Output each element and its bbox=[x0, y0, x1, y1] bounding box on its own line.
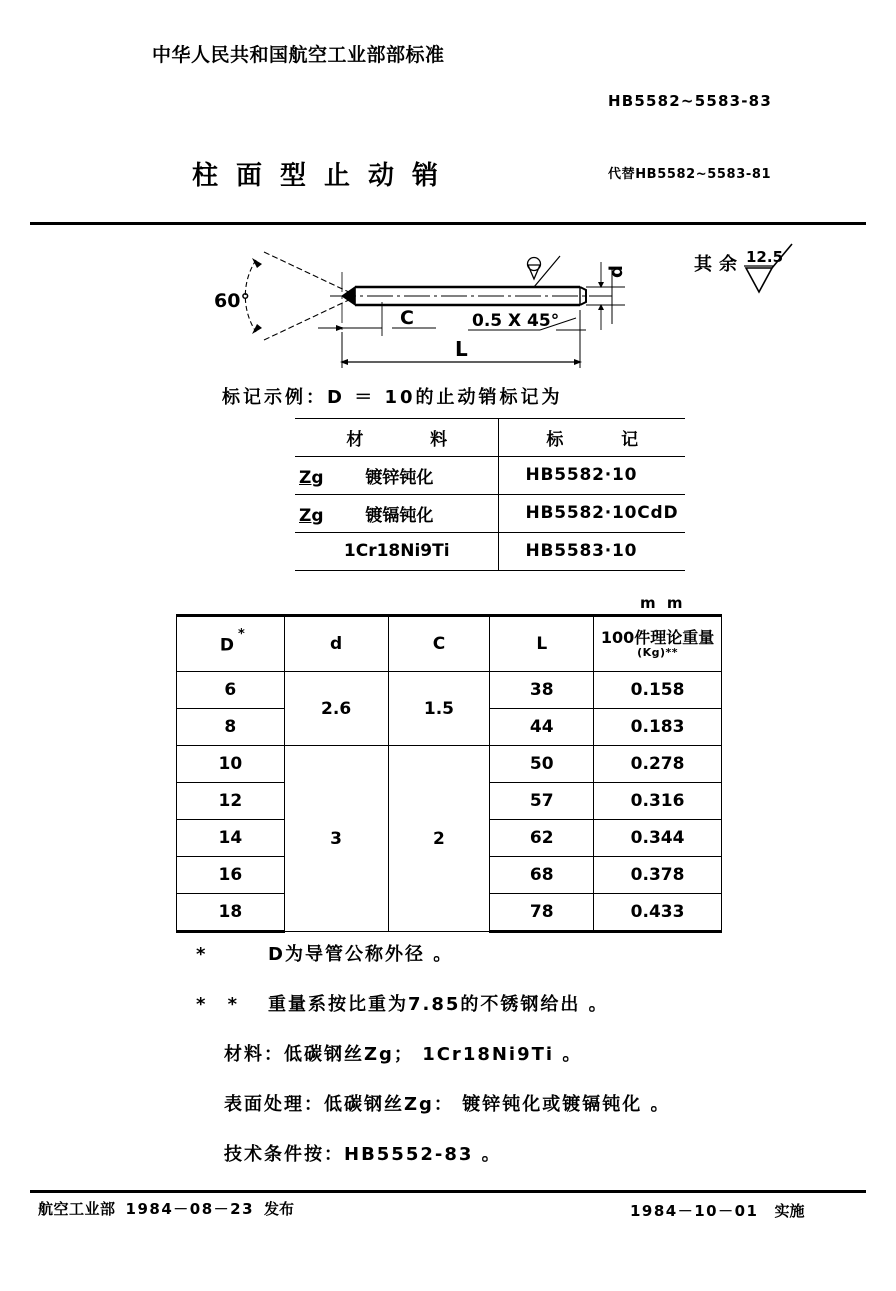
table-header-row bbox=[177, 616, 722, 672]
marking-example-intro: 标记示例：D ＝ 10的止动销标记为 bbox=[222, 387, 563, 408]
pin-drawing-svg bbox=[0, 232, 896, 372]
cell-L: 62 bbox=[490, 820, 594, 857]
mark-code: HB5582·10CdD bbox=[525, 503, 679, 523]
footer-effective-info bbox=[630, 1200, 805, 1221]
material-header-cell bbox=[295, 419, 499, 457]
cell-L: 38 bbox=[490, 672, 594, 709]
table-row bbox=[295, 495, 685, 533]
cell-C: 1.5 bbox=[388, 672, 490, 746]
note-item bbox=[196, 990, 856, 1016]
effective-date: 1984－10－01 bbox=[630, 1202, 759, 1220]
mark-code: HB5583·10 bbox=[525, 541, 638, 561]
surface-finish-note: 其余 bbox=[694, 254, 744, 275]
marking-example-table bbox=[295, 418, 685, 571]
cell-L: 50 bbox=[490, 746, 594, 783]
dimension-d-label: d bbox=[606, 265, 627, 278]
column-header-D bbox=[177, 616, 285, 672]
material-text: 1Cr18Ni9Ti bbox=[343, 541, 450, 561]
table-header-row bbox=[295, 419, 685, 457]
cell-D: 10 bbox=[177, 746, 285, 783]
note-item bbox=[196, 1140, 856, 1166]
note-item bbox=[196, 1090, 856, 1116]
material-prefix: Zg bbox=[299, 505, 324, 526]
notes-section bbox=[196, 940, 856, 1190]
cell-D: 6 bbox=[177, 672, 285, 709]
note-text: 重量系按比重为7.85的不锈钢给出 。 bbox=[268, 994, 609, 1015]
column-header-D-footnote: * bbox=[237, 626, 245, 642]
mark-cell bbox=[499, 495, 685, 533]
material-text: 镀锌钝化 bbox=[365, 467, 434, 488]
mark-cell bbox=[499, 457, 685, 495]
cell-weight: 0.183 bbox=[594, 709, 722, 746]
issuing-organization: 中华人民共和国航空工业部部标准 bbox=[152, 44, 445, 66]
dimension-c-label: C bbox=[400, 307, 414, 329]
mark-header-cell bbox=[499, 419, 685, 457]
note-marker: * * bbox=[196, 994, 246, 1015]
column-header-L: L bbox=[490, 616, 594, 672]
cell-d: 2.6 bbox=[284, 672, 388, 746]
header-divider bbox=[30, 222, 866, 225]
cell-weight: 0.344 bbox=[594, 820, 722, 857]
mark-cell bbox=[499, 533, 685, 571]
material-prefix: Zg bbox=[299, 467, 324, 488]
effective-label: 实施 bbox=[774, 1202, 805, 1220]
cell-d: 3 bbox=[284, 746, 388, 932]
cell-L: 57 bbox=[490, 783, 594, 820]
footer-issue-info bbox=[38, 1198, 294, 1219]
cell-L: 44 bbox=[490, 709, 594, 746]
note-marker: * bbox=[196, 944, 214, 965]
column-header-weight bbox=[594, 616, 722, 672]
cell-C: 2 bbox=[388, 746, 490, 932]
standard-number: HB5582~5583-83 bbox=[608, 92, 772, 110]
note-text: 材料：低碳钢丝Zg； 1Cr18Ni9Ti 。 bbox=[224, 1044, 583, 1065]
material-cell bbox=[295, 495, 499, 533]
note-text: 技术条件按：HB5552-83 。 bbox=[224, 1144, 502, 1165]
mark-code: HB5582·10 bbox=[525, 465, 638, 485]
cell-weight: 0.278 bbox=[594, 746, 722, 783]
cell-L: 78 bbox=[490, 894, 594, 932]
dimension-table bbox=[176, 614, 722, 933]
cell-D: 14 bbox=[177, 820, 285, 857]
table-row bbox=[295, 457, 685, 495]
column-header-D-label: D bbox=[219, 635, 234, 656]
cell-weight: 0.158 bbox=[594, 672, 722, 709]
note-item bbox=[196, 1040, 856, 1066]
table-row bbox=[177, 746, 722, 783]
material-text: 镀镉钝化 bbox=[365, 505, 434, 526]
surface-roughness-value: 12.5 bbox=[746, 248, 784, 266]
note-text: D为导管公称外径 。 bbox=[268, 944, 454, 965]
material-cell bbox=[295, 457, 499, 495]
note-item bbox=[196, 940, 856, 966]
cell-L: 68 bbox=[490, 857, 594, 894]
cell-weight: 0.433 bbox=[594, 894, 722, 932]
superseded-standard: 代替HB5582~5583-81 bbox=[608, 167, 772, 182]
column-header-weight-unit: (Kg)** bbox=[637, 645, 679, 659]
cell-D: 12 bbox=[177, 783, 285, 820]
material-header-left: 材 bbox=[346, 429, 364, 450]
material-cell bbox=[295, 533, 499, 571]
chamfer-label: 0.5 X 45° bbox=[472, 311, 560, 331]
cell-D: 8 bbox=[177, 709, 285, 746]
mark-header-left: 标 bbox=[546, 429, 564, 450]
material-header-right: 料 bbox=[430, 429, 448, 450]
issuing-department: 航空工业部 bbox=[38, 1200, 116, 1218]
cell-D: 18 bbox=[177, 894, 285, 932]
cell-D: 16 bbox=[177, 857, 285, 894]
issue-date: 1984－08－23 bbox=[125, 1200, 255, 1218]
angle-dimension-label: 60° bbox=[214, 290, 250, 312]
column-header-d: d bbox=[284, 616, 388, 672]
page-title: 柱面型止动销 bbox=[192, 161, 457, 191]
column-header-weight-main: 100件理论重量 bbox=[600, 627, 715, 647]
unit-label: m m bbox=[640, 594, 686, 612]
cell-weight: 0.316 bbox=[594, 783, 722, 820]
dimension-l-label: L bbox=[455, 337, 468, 361]
technical-drawing bbox=[0, 232, 896, 372]
column-header-C: C bbox=[388, 616, 490, 672]
table-row bbox=[295, 533, 685, 571]
mark-header-right: 记 bbox=[621, 429, 639, 450]
table-row bbox=[177, 672, 722, 709]
note-text: 表面处理：低碳钢丝Zg： 镀锌钝化或镀镉钝化 。 bbox=[224, 1094, 671, 1115]
footer-divider bbox=[30, 1190, 866, 1193]
issue-label: 发布 bbox=[264, 1200, 295, 1218]
cell-weight: 0.378 bbox=[594, 857, 722, 894]
